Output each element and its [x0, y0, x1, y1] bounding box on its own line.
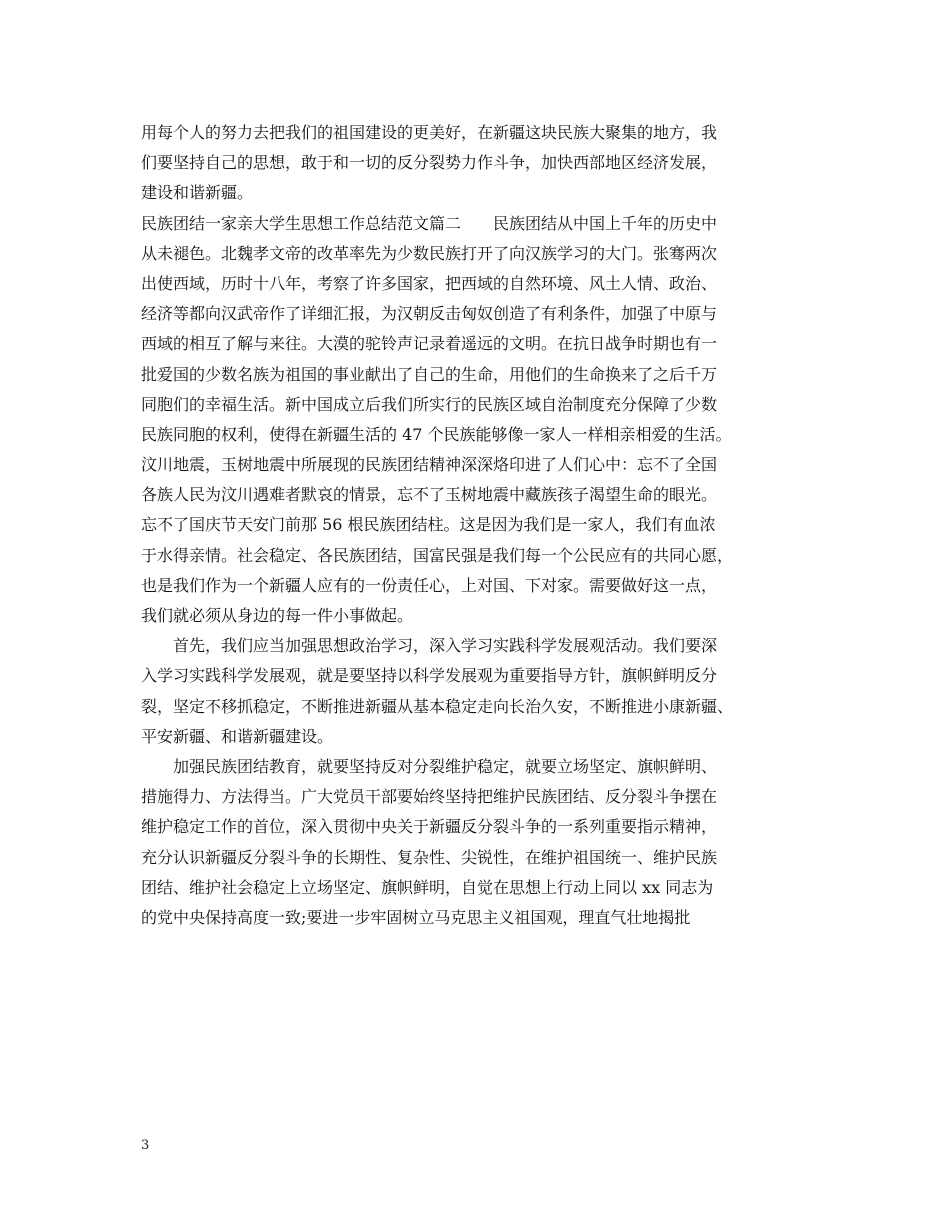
text-line: 各族人民为汶川遇难者默哀的情景，忘不了玉树地震中藏族孩子渴望生命的眼光。 — [141, 485, 718, 505]
text-line: 出使西域，历时十八年，考察了许多国家，把西域的自然环境、风土人情、政治、 — [141, 273, 718, 293]
page-number: 3 — [141, 1138, 150, 1153]
text-line: 建设和谐新疆。 — [141, 183, 254, 203]
text-line: 从未褪色。北魏孝文帝的改革率先为少数民族打开了向汉族学习的大门。张骞两次 — [141, 243, 718, 263]
text-line: 用每个人的努力去把我们的祖国建设的更美好，在新疆这块民族大聚集的地方，我 — [141, 123, 718, 142]
text-line: 经济等都向汉武帝作了详细汇报，为汉朝反击匈奴创造了有利条件，加强了中原与 — [141, 304, 718, 324]
text-line: 入学习实践科学发展观，就是要坚持以科学发展观为重要指导方针，旗帜鲜明反分 — [141, 666, 718, 686]
text-line: 我们就必须从身边的每一件小事做起。 — [141, 606, 414, 625]
body-text — [141, 118, 821, 933]
text-line: 的党中央保持高度一致;要进一步牢固树立马克思主义祖国观，理直气壮地揭批 — [141, 907, 691, 927]
text-line: 首先，我们应当加强思想政治学习，深入学习实践科学发展观活动。我们要深 — [141, 636, 718, 656]
text-line: 于水得亲情。社会稳定、各民族团结，国富民强是我们每一个公民应有的共同心愿， — [141, 545, 734, 565]
text-line: 批爱国的少数名族为祖国的事业献出了自己的生命，用他们的生命换来了之后千万 — [141, 364, 718, 384]
text-line: 加强民族团结教育，就要坚持反对分裂维护稳定，就要立场坚定、旗帜鲜明、 — [141, 756, 718, 776]
text-line: 汶川地震，玉树地震中所展现的民族团结精神深深烙印进了人们心中：忘不了全国 — [141, 455, 718, 475]
text-line: 民族团结一家亲大学生思想工作总结范文篇二 民族团结从中国上千年的历史中 — [141, 213, 718, 233]
text-line: 西域的相互了解与来往。大漠的驼铃声记录着遥远的文明。在抗日战争时期也有一 — [141, 334, 718, 354]
text-line: 们要坚持自己的思想，敢于和一切的反分裂势力作斗争，加快西部地区经济发展， — [141, 153, 718, 173]
text-line: 民族同胞的权利，使得在新疆生活的 47 个民族能够像一家人一样相亲相爱的生活。 — [141, 424, 732, 444]
text-line: 忘不了国庆节天安门前那 56 根民族团结柱。这是因为我们是一家人，我们有血浓 — [141, 515, 716, 535]
text-line: 团结、维护社会稳定上立场坚定、旗帜鲜明，自觉在思想上行动上同以 xx 同志为 — [141, 877, 714, 897]
text-line: 裂，坚定不移抓稳定，不断推进新疆从基本稳定走向长治久安，不断推进小康新疆、 — [141, 696, 734, 716]
text-line: 充分认识新疆反分裂斗争的长期性、复杂性、尖锐性，在维护祖国统一、维护民族 — [141, 847, 718, 867]
text-line: 维护稳定工作的首位，深入贯彻中央关于新疆反分裂斗争的一系列重要指示精神， — [141, 817, 718, 837]
text-line: 平安新疆、和谐新疆建设。 — [141, 726, 334, 746]
text-line: 措施得力、方法得当。广大党员干部要始终坚持把维护民族团结、反分裂斗争摆在 — [141, 787, 718, 807]
text-line: 也是我们作为一个新疆人应有的一份责任心，上对国、下对家。需要做好这一点， — [141, 575, 718, 595]
text-line: 同胞们的幸福生活。新中国成立后我们所实行的民族区域自治制度充分保障了少数 — [141, 394, 718, 414]
